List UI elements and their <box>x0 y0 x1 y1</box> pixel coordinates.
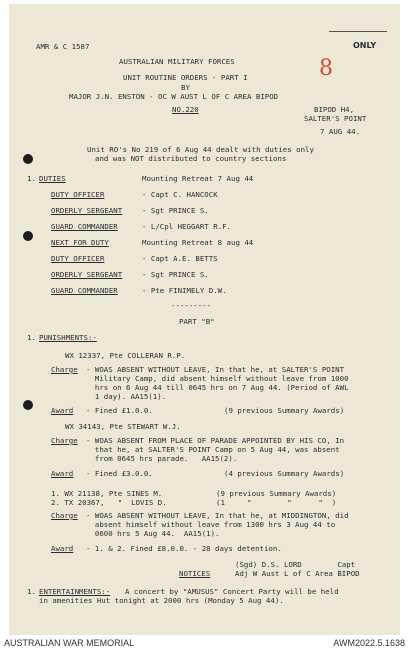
document-page <box>9 4 400 635</box>
duty-label: DUTY OFFICER <box>51 190 105 199</box>
title-officer: MAJOR J.N. ENSTON - OC W AUST L OF C AREA BIPOD <box>69 92 279 101</box>
soldier-name: 1. WX 21138, Pte SINES M. <box>51 489 163 498</box>
title-orders: UNIT ROUTINE ORDERS - PART I <box>123 73 248 82</box>
award-value: - Fined £1.0.0. <box>86 406 153 415</box>
next-duty-mounting: Mounting Retreat 8 aug 44 <box>142 238 254 247</box>
section-divider: --------- <box>171 301 212 310</box>
duty-value: - Sgt PRINCE S. <box>142 270 209 279</box>
signature-title: Adj W Aust L of C Area BIPOD <box>235 569 360 578</box>
charge-line: that he, at SALTER'S POINT Camp on 5 Aug 44, was absent <box>86 445 340 454</box>
charge-line: hrs on 6 Aug 44 till 0645 hrs on 7 Aug 44. (Period of AWL <box>86 383 349 392</box>
duty-value: - Sgt PRINCE S. <box>142 206 209 215</box>
duty-label: GUARD COMMANDER <box>51 286 118 295</box>
charge-line: - WOAS ABSENT WITHOUT LEAVE, In that he, at SALTER'S POINT <box>86 365 345 374</box>
document-reference: AMR & C 1587 <box>36 42 90 51</box>
entertainments-line: A concert by "AMUSUS" Concert Party will be held <box>125 587 339 596</box>
handwritten-number: 8 <box>319 56 333 81</box>
punishments-heading: PUNISHMENTS:- <box>39 333 97 342</box>
charge-label: Charge <box>51 436 78 445</box>
duty-label: DUTY OFFICER <box>51 254 105 263</box>
soldier-name: 2. TX 20367, " LOVIS D. <box>51 498 167 507</box>
entertainments-number: 1. <box>27 587 36 596</box>
punishments-number: 1. <box>27 333 36 342</box>
award-label: Award <box>51 469 74 478</box>
charge-label: Charge <box>51 365 78 374</box>
award-value: - Fined £3.0.0. <box>86 469 153 478</box>
charge-line: absent himself without leave from 1300 hrs 3 Aug 44 to <box>86 520 336 529</box>
duties-heading: DUTIES <box>39 174 66 183</box>
award-label: Award <box>51 406 74 415</box>
archive-name: AUSTRALIAN WAR MEMORIAL <box>4 638 135 648</box>
archive-footer <box>0 635 409 653</box>
intro-line2: and was NOT distributed to country sections <box>95 154 287 163</box>
duty-value: - Pte FINIMELY D.W. <box>142 286 227 295</box>
duty-value: - Capt C. HANCOCK <box>142 190 218 199</box>
entertainments-line: in amenities Hut tonight at 2000 hrs (Monday 5 Aug 44). <box>39 596 284 605</box>
stamp-rule <box>329 31 387 33</box>
duties-mounting: Mounting Retreat 7 Aug 44 <box>142 174 254 183</box>
duty-label: GUARD COMMANDER <box>51 222 118 231</box>
soldier-name: WX 34143, Pte STEWART W.J. <box>65 422 181 431</box>
notices-heading: NOTICES <box>179 569 211 578</box>
entertainments-heading: ENTERTAINMENTS:- <box>39 587 111 596</box>
charge-line: Military Camp, did absent himself without leave from 1000 <box>86 374 349 383</box>
title-forces: AUSTRALIAN MILITARY FORCES <box>119 57 235 66</box>
award-value: - 1. & 2. Fined £8.0.0. - 28 days detention. <box>86 544 282 553</box>
archive-id: AWM2022.5.1638 <box>333 638 405 648</box>
part-b-title: PART "B" <box>179 317 215 326</box>
duties-number: 1. <box>27 174 36 183</box>
location-line2: SALTER'S POINT <box>304 114 367 123</box>
next-duty-heading: NEXT FOR DUTY <box>51 238 109 247</box>
order-date: 7 AUG 44. <box>320 127 361 136</box>
signature-line: (Sgd) D.S. LORD Capt <box>235 560 356 569</box>
order-number: NO.220 <box>172 105 199 114</box>
charge-line: 0600 hrs 5 Aug 44. AA15(1). <box>86 529 220 538</box>
soldier-name: WX 12337, Pte COLLERAN R.P. <box>65 351 186 360</box>
location-line1: BIPOD H4, <box>314 105 355 114</box>
punch-hole <box>23 154 33 164</box>
award-note: (4 previous Summary Awards) <box>224 469 345 478</box>
duty-value: - Capt A.E. BETTS <box>142 254 218 263</box>
duty-label: ORDERLY SERGEANT <box>51 270 123 279</box>
award-label: Award <box>51 544 74 553</box>
duty-value: - L/Cpl HEGGART R.F. <box>142 222 231 231</box>
charge-line: 1 day). AA15(1). <box>86 392 167 401</box>
charge-line: - WOAS ABSENT WITHOUT LEAVE, In that he, at MIDDINGTON, did <box>86 511 349 520</box>
charge-line: from 0645 hrs parade. AA15(2). <box>86 454 238 463</box>
punch-hole <box>23 400 33 410</box>
award-note: (9 previous Summary Awards) <box>216 489 337 498</box>
intro-line1: Unit RO's No 219 of 6 Aug 44 dealt with duties only <box>87 145 314 154</box>
title-by: BY <box>181 83 190 92</box>
duty-label: ORDERLY SERGEANT <box>51 206 123 215</box>
award-note: (1 " " " ) <box>216 498 337 507</box>
restricted-stamp: ONLY <box>353 41 377 50</box>
charge-line: - WOAS ABSENT FROM PLACE OF PARADE APPOINTED BY HIS CO, In <box>86 436 345 445</box>
charge-label: Charge <box>51 511 78 520</box>
punch-hole <box>23 231 33 241</box>
award-note: (9 previous Summary Awards) <box>224 406 345 415</box>
